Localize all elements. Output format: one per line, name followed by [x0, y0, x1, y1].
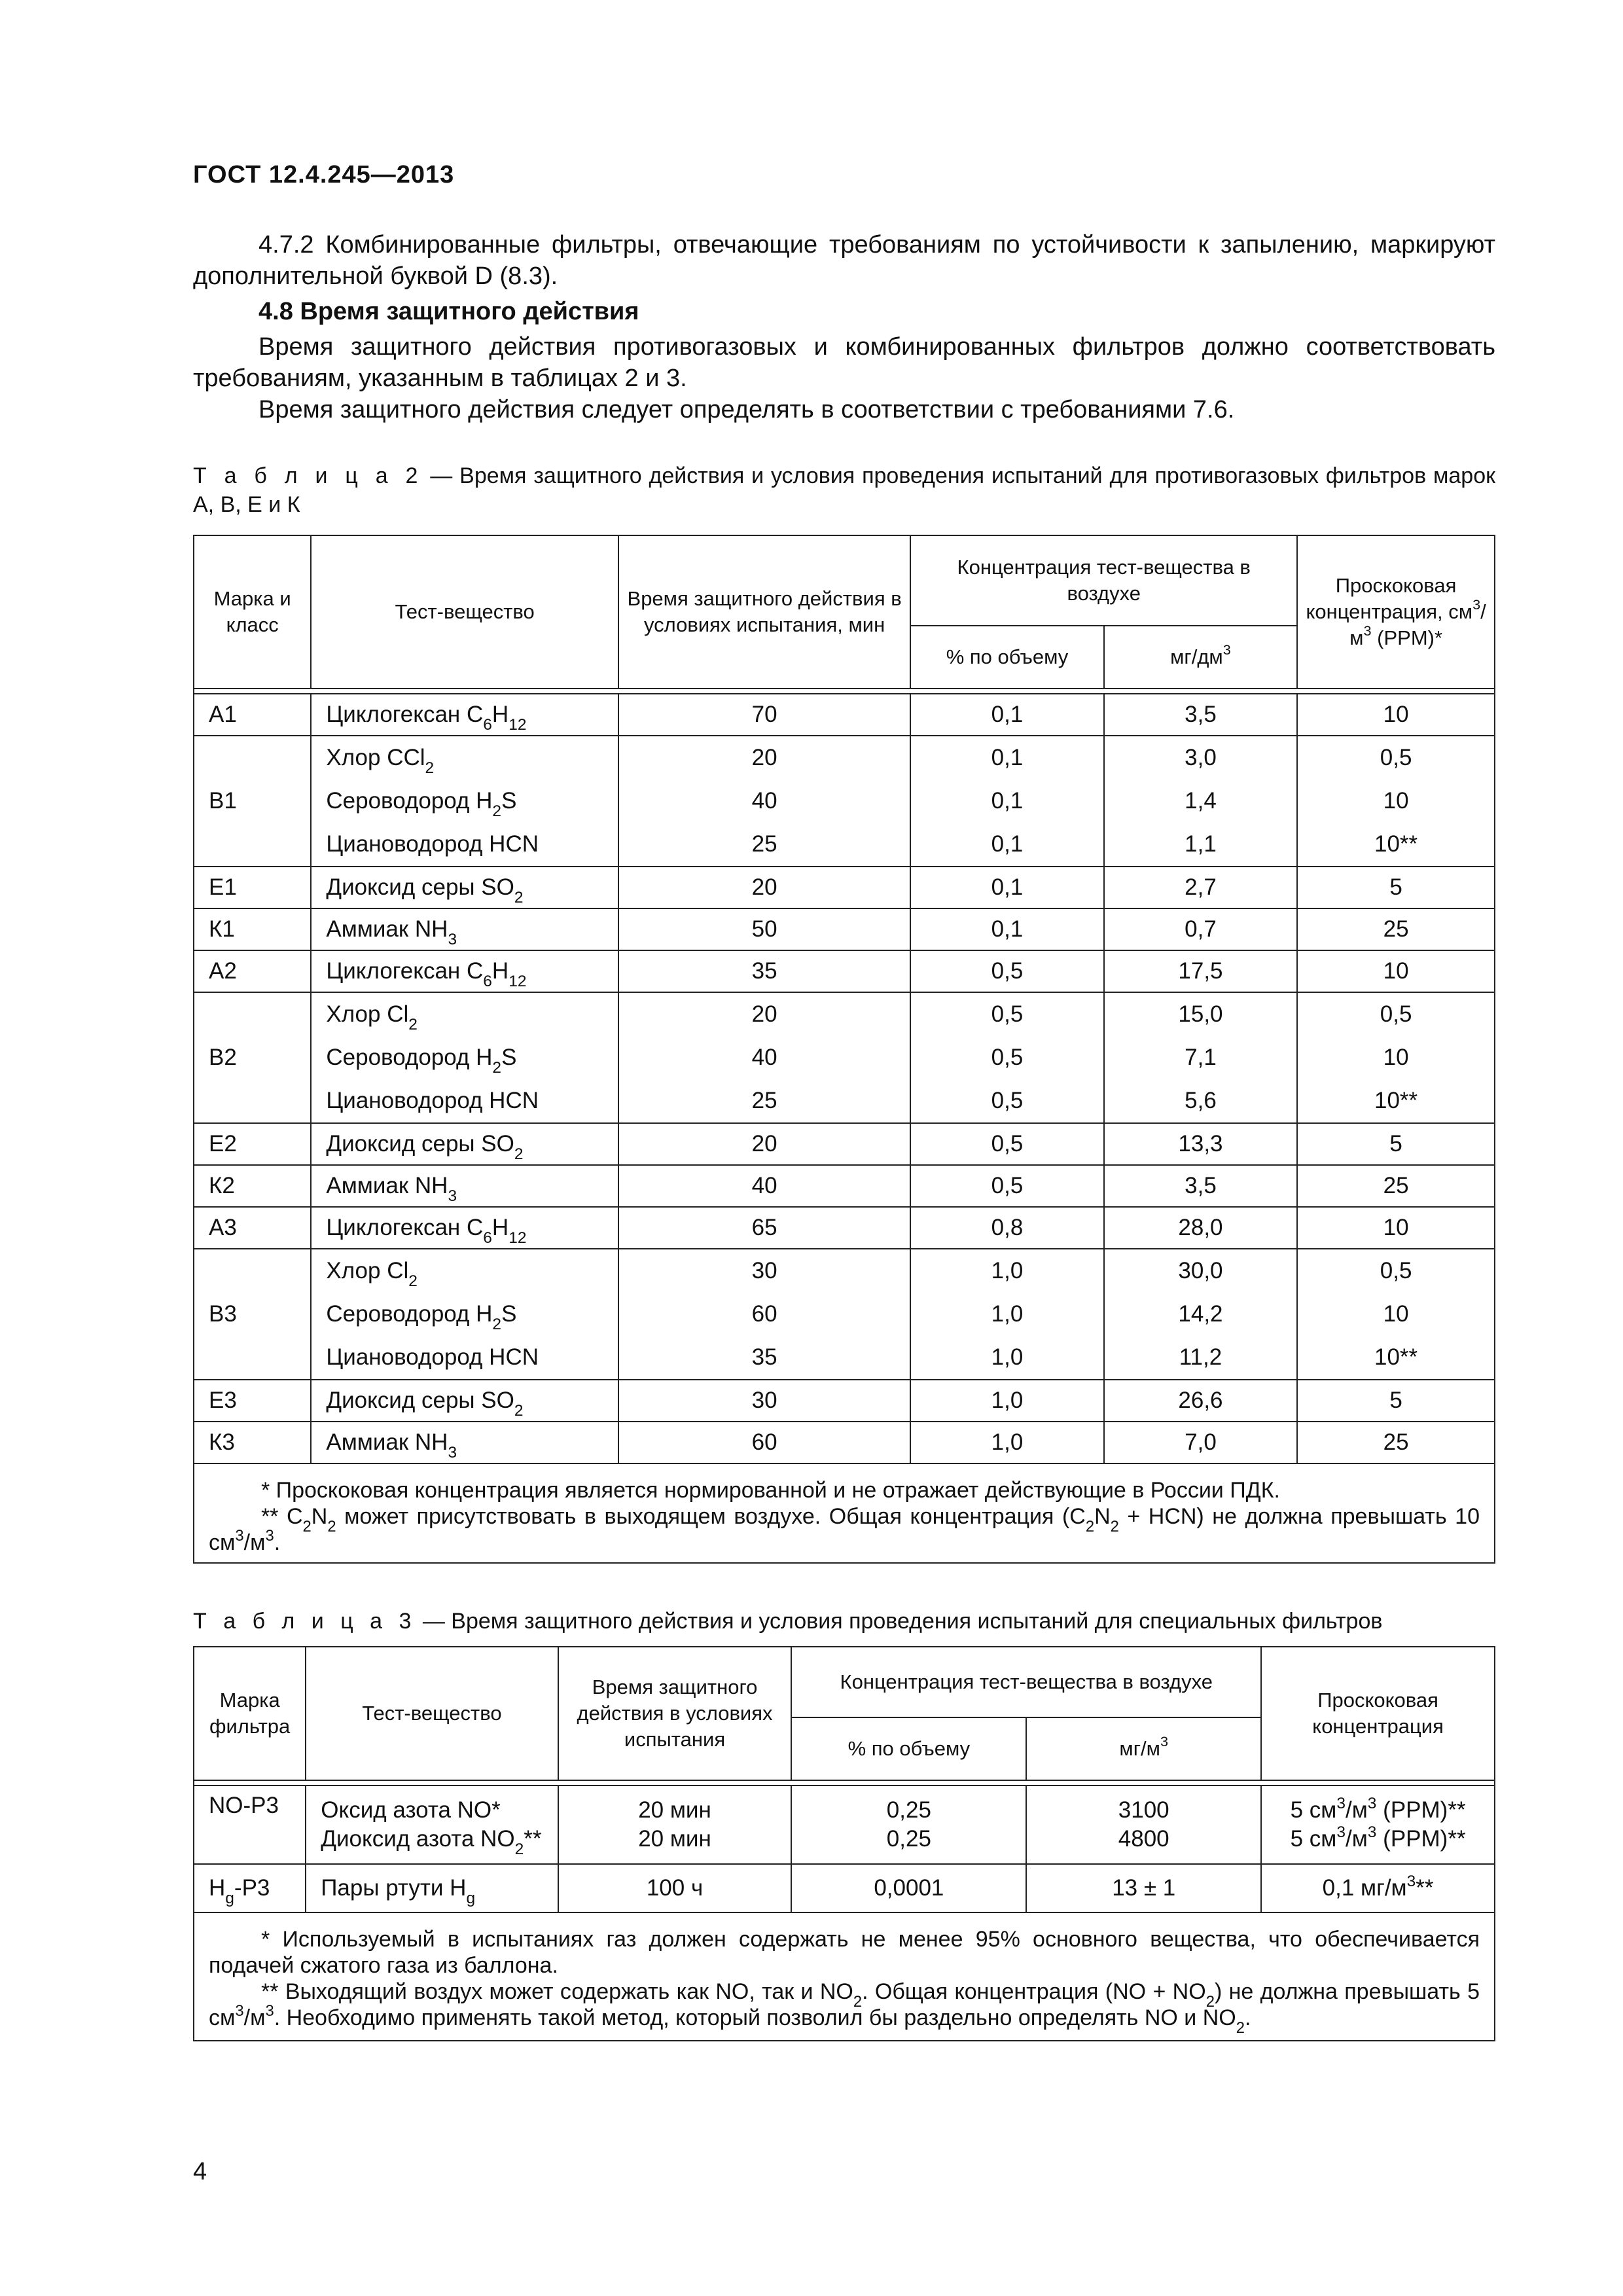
table2-footnote-2: ** $C_2N_2$ может присутствовать в выходящем воздухе. Общая концентрация $(C_2N_2 + HCN)$ не должна превышать 10 $см^3/м^3$. [209, 1504, 1480, 1555]
table2-cell-mark: А3 [194, 1207, 311, 1249]
table2-header-mg-dm3: $мг/дм^3$ [1104, 626, 1297, 689]
table2-row [194, 992, 1495, 1123]
table2-cell-volume: 0,5 [910, 1123, 1103, 1165]
table3-cell-volume: 0,25 0,25 [791, 1785, 1026, 1864]
table3-header-mark: Марка фильтра [194, 1647, 306, 1780]
table2-cell-mg: 30,0 14,2 11,2 [1104, 1249, 1297, 1380]
table3-row-no-p3 [194, 1785, 1495, 1864]
table2-cell-time: 60 [618, 1422, 910, 1463]
table2-cell-substance: Диоксид серы $SO_2$ [311, 867, 618, 908]
section-title-4-8: 4.8 Время защитного действия [259, 298, 639, 325]
table2-cell-substance: Хлор CCl$_2$ Сероводород $H_2S$ Циановодород HCN [311, 736, 618, 867]
table3-footnote-2: ** Выходящий воздух может содержать как NO, так и $NO_2$. Общая концентрация $(NO + NO_2)$ не должна превышать 5 $см^3/м^3$. Необходимо применять такой метод, который позволил бы раздельно определять NO и $NO_2$. [209, 1979, 1480, 2037]
table2-cell-substance: Аммиак $NH_3$ [311, 908, 618, 950]
table3-caption-label: Т а б л и ц а 3 [193, 1609, 417, 1634]
table2-row [194, 1207, 1495, 1249]
table2-cell-mg: 2,7 [1104, 867, 1297, 908]
table2-row [194, 950, 1495, 992]
table2-cell-mg: 13,3 [1104, 1123, 1297, 1165]
table3-cell-substance: Оксид азота NO* Диоксид азота $NO_2**$ [306, 1785, 558, 1864]
table2-cell-mark: К3 [194, 1422, 311, 1463]
table2-cell-volume: 0,1 0,1 0,1 [910, 736, 1103, 867]
table3-footnote-1: * Используемый в испытаниях газ должен содержать не менее 95% основного вещества, что обеспечивается подачей сжатого газа из баллона. [209, 1927, 1480, 1978]
table2-row [194, 1249, 1495, 1380]
table2-cell-volume: 1,0 [910, 1380, 1103, 1422]
table2-cell-mg: 3,0 1,4 1,1 [1104, 736, 1297, 867]
table3-footnotes [194, 1912, 1495, 2041]
table2-cell-substance: Диоксид серы $SO_2$ [311, 1380, 618, 1422]
table2-cell-volume: 1,0 1,0 1,0 [910, 1249, 1103, 1380]
table2-cell-time: 35 [618, 950, 910, 992]
table2-footnotes [194, 1463, 1495, 1563]
document-header: ГОСТ 12.4.245—2013 [193, 161, 455, 188]
table2-cell-substance: Циклогексан $C_6H_{12}$ [311, 950, 618, 992]
table2-cell-mark: В1 [194, 736, 311, 867]
page-number: 4 [193, 2158, 207, 2185]
table2-header-volume-percent: % по объему [910, 626, 1103, 689]
table2-cell-breakthrough: 0,5 10 10** [1297, 1249, 1495, 1380]
table2-cell-time: 50 [618, 908, 910, 950]
table3-cell-time: 100 ч [558, 1864, 792, 1912]
table3-row-hg-p3 [194, 1864, 1495, 1912]
table2-cell-time: 40 [618, 1165, 910, 1207]
paragraph-time-method: Время защитного действия следует определять в соответствии с требованиями 7.6. [259, 396, 1235, 423]
table3-cell-substance: Пары ртути $H_g$ [306, 1864, 558, 1912]
table2-cell-breakthrough: 0,5 10 10** [1297, 992, 1495, 1123]
table2-row [194, 908, 1495, 950]
table2-header-concentration: Концентрация тест-вещества в воздухе [910, 535, 1297, 626]
table3-cell-breakthrough: 5 $см^3/м^3$ (PPM)** 5 $см^3/м^3$ (PPM)** [1261, 1785, 1495, 1864]
table3-cell-mark: $H_g-P3$ [194, 1864, 306, 1912]
table2-cell-time: 70 [618, 694, 910, 736]
table2-cell-time: 65 [618, 1207, 910, 1249]
table2-cell-volume: 0,1 [910, 694, 1103, 736]
paragraph-4-7-2: 4.7.2 Комбинированные фильтры, отвечающие требованиям по устойчивости к запылению, маркируют дополнительной буквой D (8.3). [193, 231, 1495, 290]
table2-cell-mark: К1 [194, 908, 311, 950]
table2-cell-breakthrough: 25 [1297, 908, 1495, 950]
table3 [193, 1646, 1495, 2041]
table3-cell-time: 20 мин 20 мин [558, 1785, 792, 1864]
table2-caption [193, 461, 1495, 519]
table2-cell-mg: 15,0 7,1 5,6 [1104, 992, 1297, 1123]
table2-footnote-1: * Проскоковая концентрация является нормированной и не отражает действующие в России ПДК. [261, 1478, 1280, 1503]
table2-header-mark: Марка и класс [194, 535, 311, 689]
table2-row [194, 1123, 1495, 1165]
table2-cell-substance: Хлор $Cl_2$ Сероводород $H_2S$ Циановодород HCN [311, 1249, 618, 1380]
table2-cell-mark: Е3 [194, 1380, 311, 1422]
table2-header-time: Время защитного действия в условиях испытания, мин [618, 535, 910, 689]
table2-cell-breakthrough: 5 [1297, 867, 1495, 908]
table3-cell-volume: 0,0001 [791, 1864, 1026, 1912]
table2-cell-mark: А1 [194, 694, 311, 736]
table2-cell-mg: 3,5 [1104, 1165, 1297, 1207]
table3-header-time: Время защитного действия в условиях испытания [558, 1647, 792, 1780]
body-text [193, 229, 1495, 425]
table2-caption-label: Т а б л и ц а 2 [193, 463, 423, 488]
paragraph-time-requirements: Время защитного действия противогазовых и комбинированных фильтров должно соответствовать требованиям, указанным в таблицах 2 и 3. [193, 333, 1495, 392]
table2-cell-breakthrough: 5 [1297, 1123, 1495, 1165]
table2-row [194, 1422, 1495, 1463]
table3-cell-mg: 3100 4800 [1026, 1785, 1261, 1864]
table2-cell-mark: В2 [194, 992, 311, 1123]
table2-caption-text: — Время защитного действия и условия проведения испытаний для противогазовых фильтров марок А, В, Е и К [193, 463, 1495, 517]
table2-cell-time: 20 40 25 [618, 736, 910, 867]
table2-cell-mg: 3,5 [1104, 694, 1297, 736]
table3-caption-text: — Время защитного действия и условия проведения испытаний для специальных фильтров [416, 1609, 1383, 1634]
table2-row [194, 1380, 1495, 1422]
table3-cell-breakthrough: 0,1 $мг/м^3**$ [1261, 1864, 1495, 1912]
table2-cell-mg: 26,6 [1104, 1380, 1297, 1422]
table3-cell-mark: NO-P3 [194, 1785, 306, 1864]
table2-cell-mark: А2 [194, 950, 311, 992]
table3-header-concentration: Концентрация тест-вещества в воздухе [791, 1647, 1261, 1717]
table2-cell-mg: 28,0 [1104, 1207, 1297, 1249]
table2-cell-mg: 0,7 [1104, 908, 1297, 950]
table2-cell-time: 30 [618, 1380, 910, 1422]
table2-cell-breakthrough: 25 [1297, 1165, 1495, 1207]
table2-body [194, 689, 1495, 1463]
table2-header-substance: Тест-вещество [311, 535, 618, 689]
table2-row [194, 867, 1495, 908]
table2-cell-volume: 0,1 [910, 908, 1103, 950]
table3-header-breakthrough: Проскоковая концентрация [1261, 1647, 1495, 1780]
table2-cell-mark: В3 [194, 1249, 311, 1380]
table2-cell-mark: Е1 [194, 867, 311, 908]
table2-header-breakthrough: Проскоковая концентрация, $см^3/м^3$ (PPM)* [1297, 535, 1495, 689]
table2-cell-breakthrough: 5 [1297, 1380, 1495, 1422]
table2-cell-breakthrough: 25 [1297, 1422, 1495, 1463]
table2-cell-mg: 7,0 [1104, 1422, 1297, 1463]
table2-row [194, 736, 1495, 867]
table2-cell-volume: 1,0 [910, 1422, 1103, 1463]
table2-cell-substance: Циклогексан $C_6H_{12}$ [311, 1207, 618, 1249]
table2-cell-breakthrough: 0,5 10 10** [1297, 736, 1495, 867]
table3-caption [193, 1607, 1495, 1636]
table2-cell-substance: Аммиак $NH_3$ [311, 1165, 618, 1207]
table2-cell-substance: Хлор $Cl_2$ Сероводород $H_2S$ Циановодород HCN [311, 992, 618, 1123]
table2-cell-time: 20 40 25 [618, 992, 910, 1123]
table2-row [194, 694, 1495, 736]
table3-cell-mg: 13 ± 1 [1026, 1864, 1261, 1912]
table2-cell-mark: Е2 [194, 1123, 311, 1165]
table2-row [194, 1165, 1495, 1207]
table2-cell-mark: К2 [194, 1165, 311, 1207]
table2-cell-substance: Аммиак $NH_3$ [311, 1422, 618, 1463]
table2-cell-breakthrough: 10 [1297, 950, 1495, 992]
table2-cell-substance: Диоксид серы $SO_2$ [311, 1123, 618, 1165]
table2-cell-volume: 0,5 [910, 1165, 1103, 1207]
table2-cell-breakthrough: 10 [1297, 694, 1495, 736]
table2-cell-volume: 0,5 0,5 0,5 [910, 992, 1103, 1123]
table3-header-mg-m3: $мг/м^3$ [1026, 1717, 1261, 1780]
table2-cell-time: 20 [618, 1123, 910, 1165]
table2-cell-volume: 0,8 [910, 1207, 1103, 1249]
table2-cell-substance: Циклогексан $C_6H_{12}$ [311, 694, 618, 736]
table2 [193, 535, 1495, 1564]
table2-cell-breakthrough: 10 [1297, 1207, 1495, 1249]
table2-cell-time: 30 60 35 [618, 1249, 910, 1380]
table2-cell-time: 20 [618, 867, 910, 908]
table3-header-substance: Тест-вещество [306, 1647, 558, 1780]
table2-cell-mg: 17,5 [1104, 950, 1297, 992]
table2-cell-volume: 0,1 [910, 867, 1103, 908]
table2-cell-volume: 0,5 [910, 950, 1103, 992]
table3-header-volume-percent: % по объему [791, 1717, 1026, 1780]
